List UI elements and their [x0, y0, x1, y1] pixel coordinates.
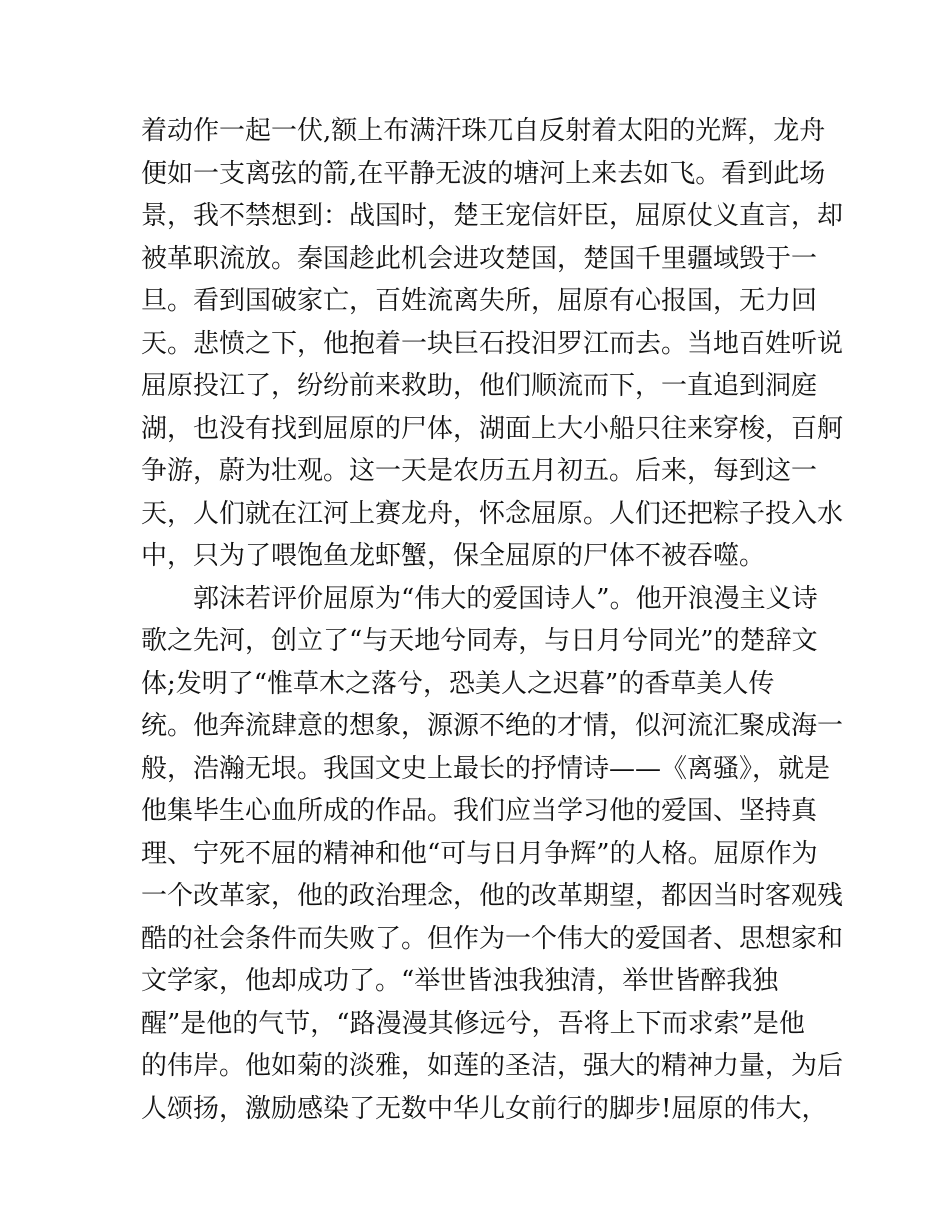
text-line: 天，人们就在江河上赛龙舟，怀念屈原。人们还把粽子投入水	[141, 498, 844, 529]
text-line: 中，只为了喂饱鱼龙虾蟹，保全屈原的尸体不被吞噬。	[141, 541, 766, 571]
text-line: 人颂扬，激励感染了无数中华儿女前行的脚步!屈原的伟大，	[141, 1093, 828, 1124]
body-text	[141, 110, 844, 1130]
text-line: 歌之先河，创立了“与天地兮同寿，与日月兮同光”的楚辞文	[141, 626, 818, 656]
text-line: 文学家，他却成功了。“举世皆浊我独清，举世皆醉我独	[141, 966, 779, 996]
text-line: 便如一支离弦的箭,在平静无波的塘河上来去如飞。看到此场	[141, 158, 826, 189]
text-line: 醒”是他的气节，“路漫漫其修远兮，吾将上下而求索”是他	[141, 1008, 805, 1039]
text-line: 他集毕生心血所成的作品。我们应当学习他的爱国、坚持真	[141, 796, 818, 826]
text-line: 的伟岸。他如菊的淡雅，如莲的圣洁，强大的精神力量，为后	[141, 1051, 844, 1081]
text-line: 般，浩瀚无垠。我国文史上最长的抒情诗——《离骚》，就是	[141, 753, 831, 784]
text-line: 旦。看到国破家亡，百姓流离失所，屈原有心报国，无力回	[141, 286, 818, 316]
text-line: 着动作一起一伏,额上布满汗珠兀自反射着太阳的光辉，龙舟	[141, 116, 826, 146]
text-line: 争游，蔚为壮观。这一天是农历五月初五。后来，每到这一	[141, 456, 818, 486]
text-line: 湖，也没有找到屈原的尸体，湖面上大小船只往来穿梭，百舸	[141, 413, 844, 444]
text-line: 理、宁死不屈的精神和他“可与日月争辉”的人格。屈原作为	[141, 838, 818, 869]
text-line: 一个改革家，他的政治理念，他的改革期望，都因当时客观残	[141, 881, 844, 911]
text-line: 天。悲愤之下，他抱着一块巨石投汨罗江而去。当地百姓听说	[141, 328, 844, 359]
text-line: 酷的社会条件而失败了。但作为一个伟大的爱国者、思想家和	[141, 923, 844, 954]
text-line: 体;发明了“惟草木之落兮，恐美人之迟暮”的香草美人传	[141, 668, 775, 699]
text-line: 景，我不禁想到：战国时，楚王宠信奸臣，屈原仗义直言，却	[141, 201, 844, 231]
text-line: 统。他奔流肆意的想象，源源不绝的才情，似河流汇聚成海一	[141, 711, 844, 741]
text-line: 被革职流放。秦国趁此机会进攻楚国，楚国千里疆域毁于一	[141, 243, 818, 274]
text-line: 屈原投江了，纷纷前来救助，他们顺流而下，一直追到洞庭	[141, 371, 818, 401]
paragraph-start-line: 郭沫若评价屈原为“伟大的爱国诗人”。他开浪漫主义诗	[193, 583, 818, 614]
